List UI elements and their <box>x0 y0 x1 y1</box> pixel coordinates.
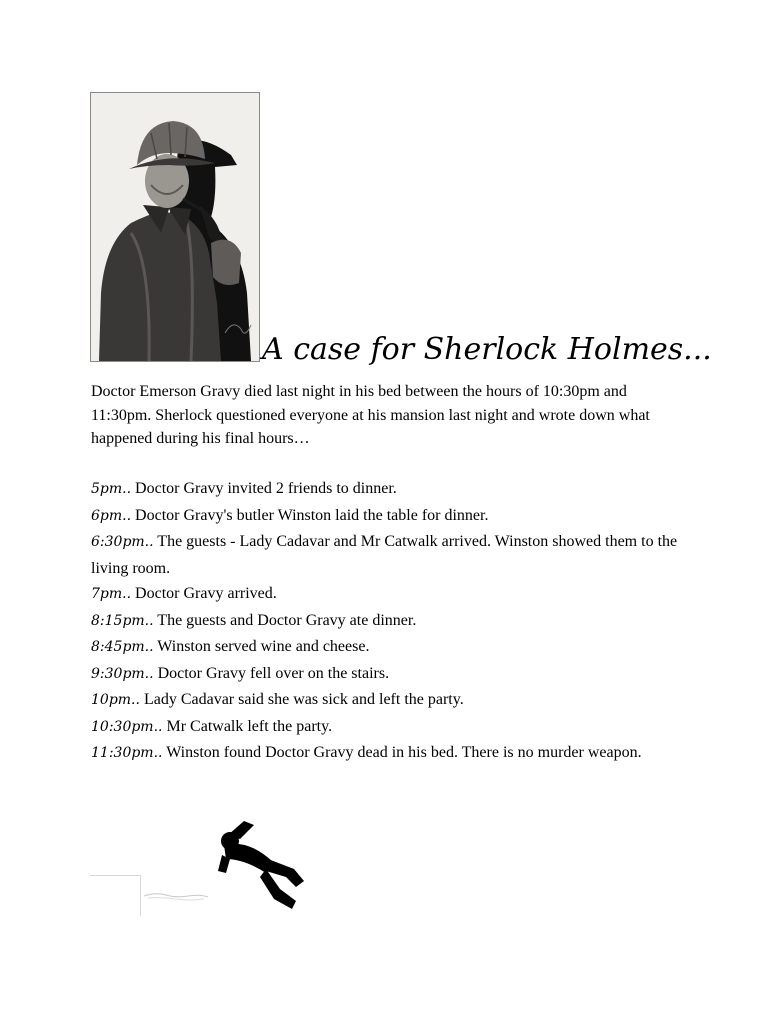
divider-line <box>90 875 141 916</box>
faint-scribble-icon <box>142 888 210 902</box>
timeline-entry <box>91 503 691 530</box>
timeline-entry <box>91 661 691 688</box>
timeline-time: 8:45pm.. <box>91 639 154 655</box>
timeline-entry <box>91 608 691 635</box>
timeline-time: 8:15pm.. <box>91 612 154 629</box>
timeline-text: Doctor Gravy invited 2 friends to dinner. <box>131 480 397 497</box>
body-outline-icon <box>214 815 310 911</box>
timeline-time: 6:30pm.. <box>91 534 154 550</box>
timeline-time: 9:30pm.. <box>91 665 154 682</box>
timeline-text: Winston found Doctor Gravy dead in his bed. There is no murder weapon. <box>162 744 642 761</box>
timeline-entry <box>91 476 691 503</box>
page-title: A case for Sherlock Holmes... <box>262 332 712 367</box>
timeline-text: The guests and Doctor Gravy ate dinner. <box>153 611 417 629</box>
timeline-entry <box>91 581 691 608</box>
timeline-entry <box>91 740 691 767</box>
sherlock-portrait-image <box>90 92 260 362</box>
timeline-entry <box>91 529 691 581</box>
timeline-text: Winston served wine and cheese. <box>153 638 370 655</box>
timeline-entry <box>91 714 691 741</box>
intro-paragraph: Doctor Emerson Gravy died last night in his bed between the hours of 10:30pm and 11:30pm. Sherlock questioned everyone at his mansion last night and wrote down what happened during his final hours… <box>91 383 650 447</box>
timeline-time: 10pm.. <box>91 692 140 708</box>
timeline-entry <box>91 634 691 661</box>
timeline-time: 11:30pm.. <box>91 745 163 761</box>
timeline-time: 7pm.. <box>91 586 132 602</box>
timeline-text: Mr Catwalk left the party. <box>162 717 333 735</box>
timeline-text: The guests - Lady Cadavar and Mr Catwalk arrived. Winston showed them to the living room. <box>91 533 678 577</box>
timeline-time: 10:30pm.. <box>91 718 163 735</box>
timeline-text: Doctor Gravy arrived. <box>131 585 277 602</box>
timeline-list <box>91 476 691 767</box>
timeline-text: Doctor Gravy's butler Winston laid the table for dinner. <box>131 506 489 524</box>
timeline-text: Doctor Gravy fell over on the stairs. <box>153 664 390 682</box>
timeline-time: 6pm.. <box>91 507 132 524</box>
timeline-time: 5pm.. <box>91 481 132 497</box>
timeline-entry <box>91 687 691 714</box>
timeline-text: Lady Cadavar said she was sick and left the party. <box>139 691 464 708</box>
